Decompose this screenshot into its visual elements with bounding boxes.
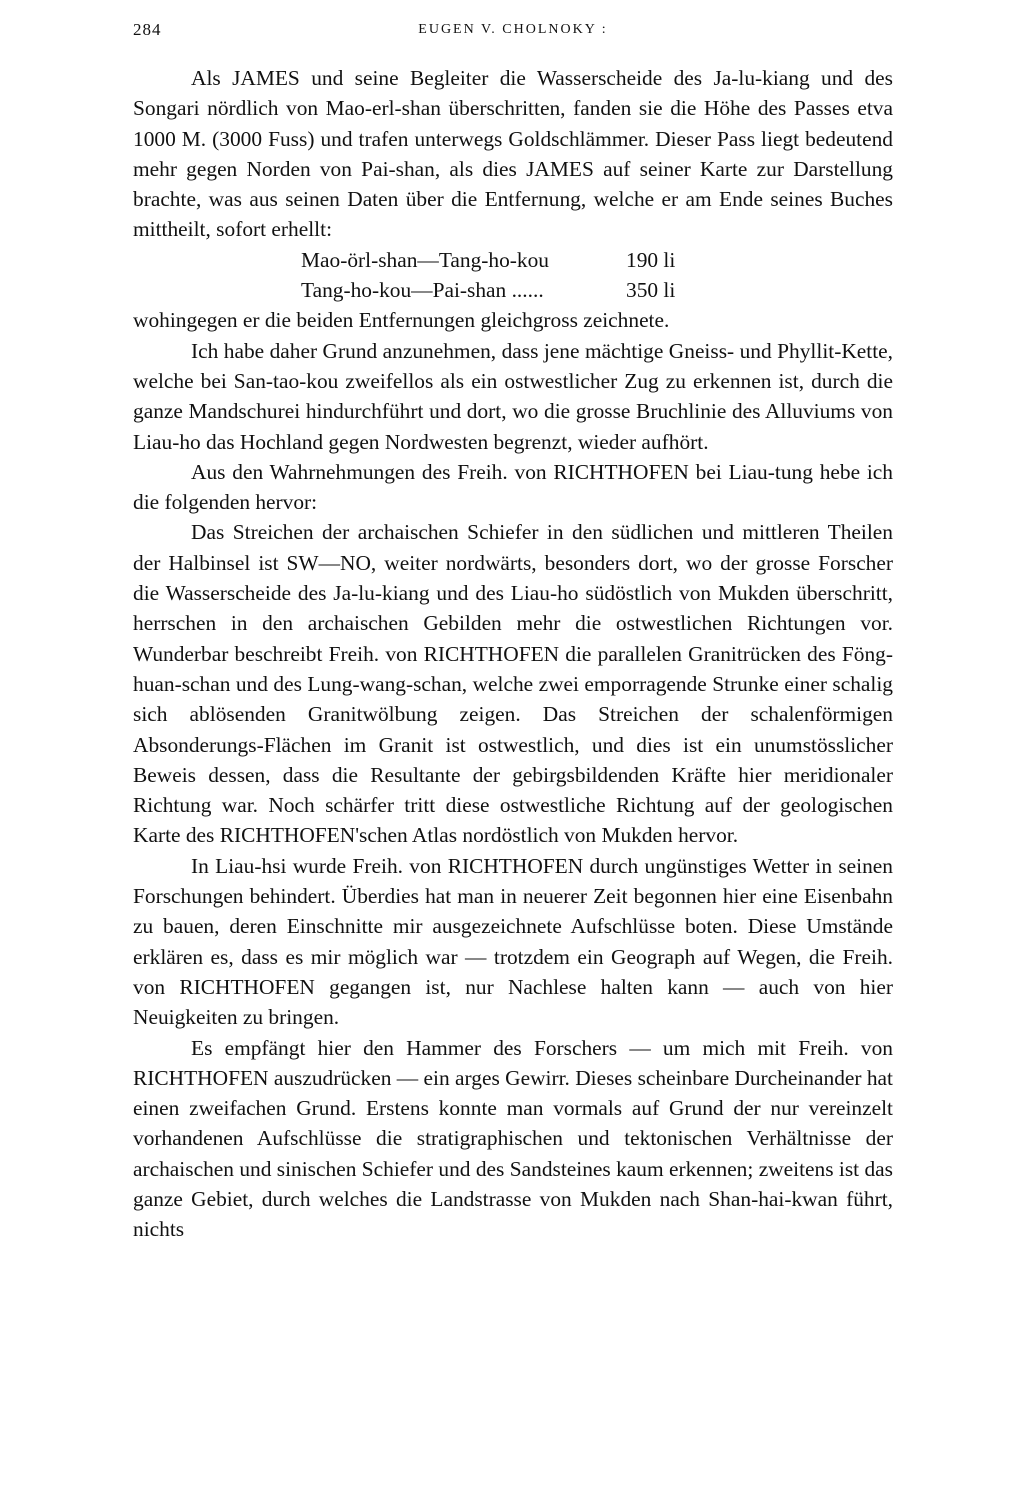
paragraph-gneiss-chain: Ich habe daher Grund anzunehmen, dass jene mächtige Gneiss- und Phyllit-Kette, welche bei San-tao-kou zweifellos als ein ostwestlicher Zug zu erkennen ist, durch die ganze Mandschurei hindurchführt und dort, wo die grosse Bruchlinie des Alluviums von Liau-ho das Hochland gegen Nordwesten begrenzt, wieder aufhört. <box>133 338 893 454</box>
paragraph-strike-schists: Das Streichen der archaischen Schiefer in den südlichen und mittleren Theilen der Halbinsel ist SW—NO, weiter nordwärts, besonders dort, wo der grosse Forscher die Wasserscheide des Ja-lu-kiang und des Liau-ho südöstlich von Mukden überschritt, herrschen in den archaischen Gebilden mehr die ostwestlichen Richtungen vor. Wunderbar beschreibt Freih. von RICHTHOFEN die parallelen Granitrücken des Föng-huan-schan und des Lung-wang-schan, welche zwei emporragende Strunke einer schalig sich ablösenden Granitwölbung zeigen. Das Streichen der schalenförmigen Absonderungs-Flächen im Granit ist ostwestlich, und dies ist ein unumstösslicher Beweis dessen, dass die Resultante der gebirgsbildenden Kräfte hier meridionaler Richtung war. Noch schärfer tritt diese ostwestliche Richtung auf der geologischen Karte des RICHTHOFEN'schen Atlas nordöstlich von Mukden hervor. <box>133 520 893 848</box>
distance-table <box>301 245 675 306</box>
page-header <box>133 14 893 44</box>
paragraph-continuation: wohingegen er die beiden Entfernungen gleichgross zeichnete. <box>133 308 670 333</box>
body-text <box>133 63 893 1245</box>
distance-cell: 190 li <box>626 247 676 272</box>
route-cell: Mao-örl-shan—Tang-ho-kou <box>301 247 549 272</box>
paragraph-hammer: Es empfängt hier den Hammer des Forschers — um mich mit Freih. von RICHTHOFEN auszudrücken — ein arges Gewirr. Dieses scheinbare Durcheinander hat einen zweifachen Grund. Erstens konnte man vormals auf Grund der nur vereinzelt vorhandenen Aufschlüsse die stratigraphischen und tektonischen Verhältnisse der archaischen und sinischen Schiefer und des Sandsteines kaum erkennen; zweitens ist das ganze Gebiet, durch welches die Landstrasse von Mukden nach Shan-hai-kwan führt, nichts <box>133 1035 893 1242</box>
running-head: EUGEN V. CHOLNOKY : <box>418 22 608 37</box>
paragraph-richthofen-intro: Aus den Wahrnehmungen des Freih. von RICHTHOFEN bei Liau-tung hebe ich die folgenden hervor: <box>133 459 893 515</box>
paragraph-james-pass: Als JAMES und seine Begleiter die Wasserscheide des Ja-lu-kiang und des Songari nördlich von Mao-erl-shan überschritten, fanden sie die Höhe des Passes etva 1000 M. (3000 Fuss) und trafen unterwegs Goldschlämmer. Dieser Pass liegt bedeutend mehr gegen Norden von Pai-shan, als dies JAMES auf seiner Karte zur Darstellung brachte, was aus seinen Daten über die Entfernung, welche er am Ende seines Buches mittheilt, sofort erhellt: <box>133 66 893 242</box>
page-number: 284 <box>133 20 162 39</box>
table-row <box>301 275 675 305</box>
distance-cell: 350 li <box>626 278 676 303</box>
route-cell: Tang-ho-kou—Pai-shan ...... <box>301 278 544 303</box>
table-row <box>301 245 675 275</box>
paragraph-liau-hsi: In Liau-hsi wurde Freih. von RICHTHOFEN durch ungünstiges Wetter in seinen Forschungen behindert. Überdies hat man in neuerer Zeit begonnen hier eine Eisenbahn zu bauen, deren Einschnitte mir ausgezeichnete Aufschlüsse boten. Diese Umstände erklären es, dass es mir möglich war — trotzdem ein Geograph auf Wegen, die Freih. von RICHTHOFEN gegangen ist, nur Nachlese halten kann — auch von hier Neuigkeiten zu bringen. <box>133 853 893 1030</box>
